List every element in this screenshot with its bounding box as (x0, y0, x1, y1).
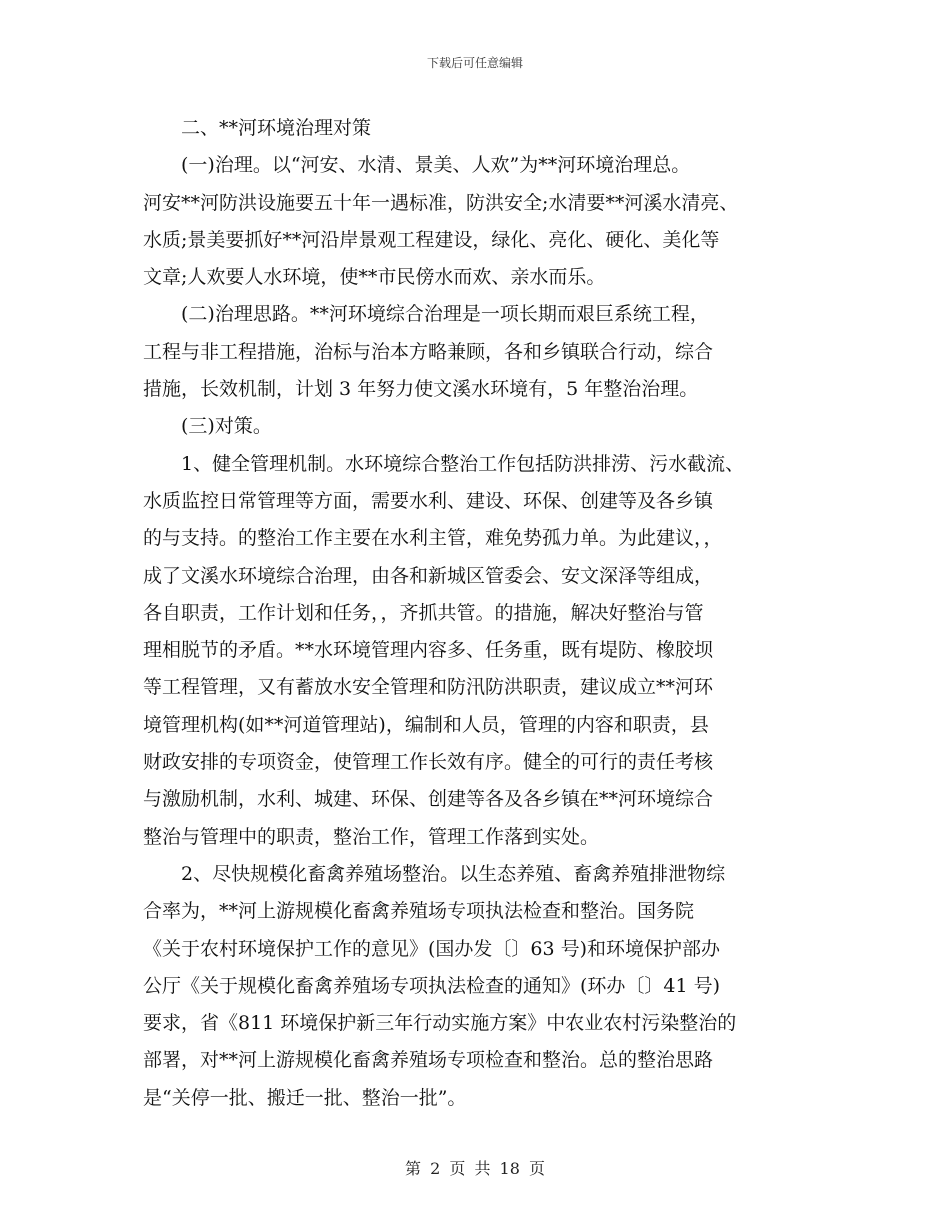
text-line: 境管理机构(如**河道管理站)，编制和人员，管理的内容和职责，县 (143, 713, 709, 736)
text-line: 公厅《关于规模化畜禽养殖场专项执法检查的通知》(环办〔〕41 号) (143, 974, 721, 997)
text-line: 要求，省《811 环境保护新三年行动实施方案》中农业农村污染整治的 (143, 1012, 737, 1035)
text-line: 是“关停一批、搬迁一批、整治一批”。 (143, 1086, 467, 1109)
page-header: 下载后可任意编辑 (426, 56, 523, 70)
text-line: 财政安排的专项资金，使管理工作长效有序。健全的可行的责任考核 (143, 751, 714, 774)
text-line: 工程与非工程措施，治标与治本方略兼顾，各和乡镇联合行动，综合 (143, 340, 714, 363)
text-line: 与激励机制，水利、城建、环保、创建等各及各乡镇在**河环境综合 (143, 788, 714, 811)
text-line: 水质;景美要抓好**河沿岸景观工程建设，绿化、亮化、硬化、美化等 (143, 228, 720, 251)
page-footer: 第 2 页 共 18 页 (405, 1159, 545, 1178)
document-body (143, 110, 828, 1117)
text-line: 部署，对**河上游规模化畜禽养殖场专项检查和整治。总的整治思路 (143, 1049, 714, 1072)
text-line: 等工程管理，又有蓄放水安全管理和防汛防洪职责，建议成立**河环 (143, 676, 714, 699)
text-line: 措施，长效机制，计划 3 年努力使文溪水环境有，5 年整治治理。 (143, 378, 699, 401)
text-line: 合率为，**河上游规模化畜禽养殖场专项执法检查和整治。国务院 (143, 900, 695, 923)
text-line: 文章;人欢要人水环境，使**市民傍水而欢、亲水而乐。 (143, 266, 606, 289)
text-line: 的与支持。的整治工作主要在水利主管，难免势孤力单。为此建议，， (143, 527, 723, 550)
text-line: 成了文溪水环境综合治理，由各和新城区管委会、安文深泽等组成， (143, 564, 714, 587)
text-line: 1、健全管理机制。水环境综合整治工作包括防洪排涝、污水截流、 (181, 452, 745, 475)
text-line: 《关于农村环境保护工作的意见》(国办发〔〕63 号)和环境保护部办 (143, 937, 721, 960)
text-line: 二、**河环境治理对策 (181, 117, 372, 139)
text-line: 理相脱节的矛盾。**水环境管理内容多、任务重，既有堤防、橡胶坝 (143, 639, 714, 662)
text-line: 2、尽快规模化畜禽养殖场整治。以生态养殖、畜禽养殖排泄物综 (181, 862, 726, 885)
text-line: (三)对策。 (181, 415, 272, 438)
text-line: 各自职责，工作计划和任务，，齐抓共管。的措施，解决好整治与管 (143, 601, 704, 624)
text-line: 整治与管理中的职责，整治工作，管理工作落到实处。 (143, 825, 600, 848)
text-line: (二)治理思路。**河环境综合治理是一项长期而艰巨系统工程， (181, 303, 709, 326)
text-line: 河安**河防洪设施要五十年一遇标准，防洪安全;水清要**河溪水清亮、 (143, 191, 739, 214)
text-line: 水质监控日常管理等方面，需要水利、建设、环保、创建等及各乡镇 (143, 489, 714, 512)
text-line: (一)治理。以“河安、水清、景美、人欢”为**河环境治理总。 (181, 154, 691, 177)
